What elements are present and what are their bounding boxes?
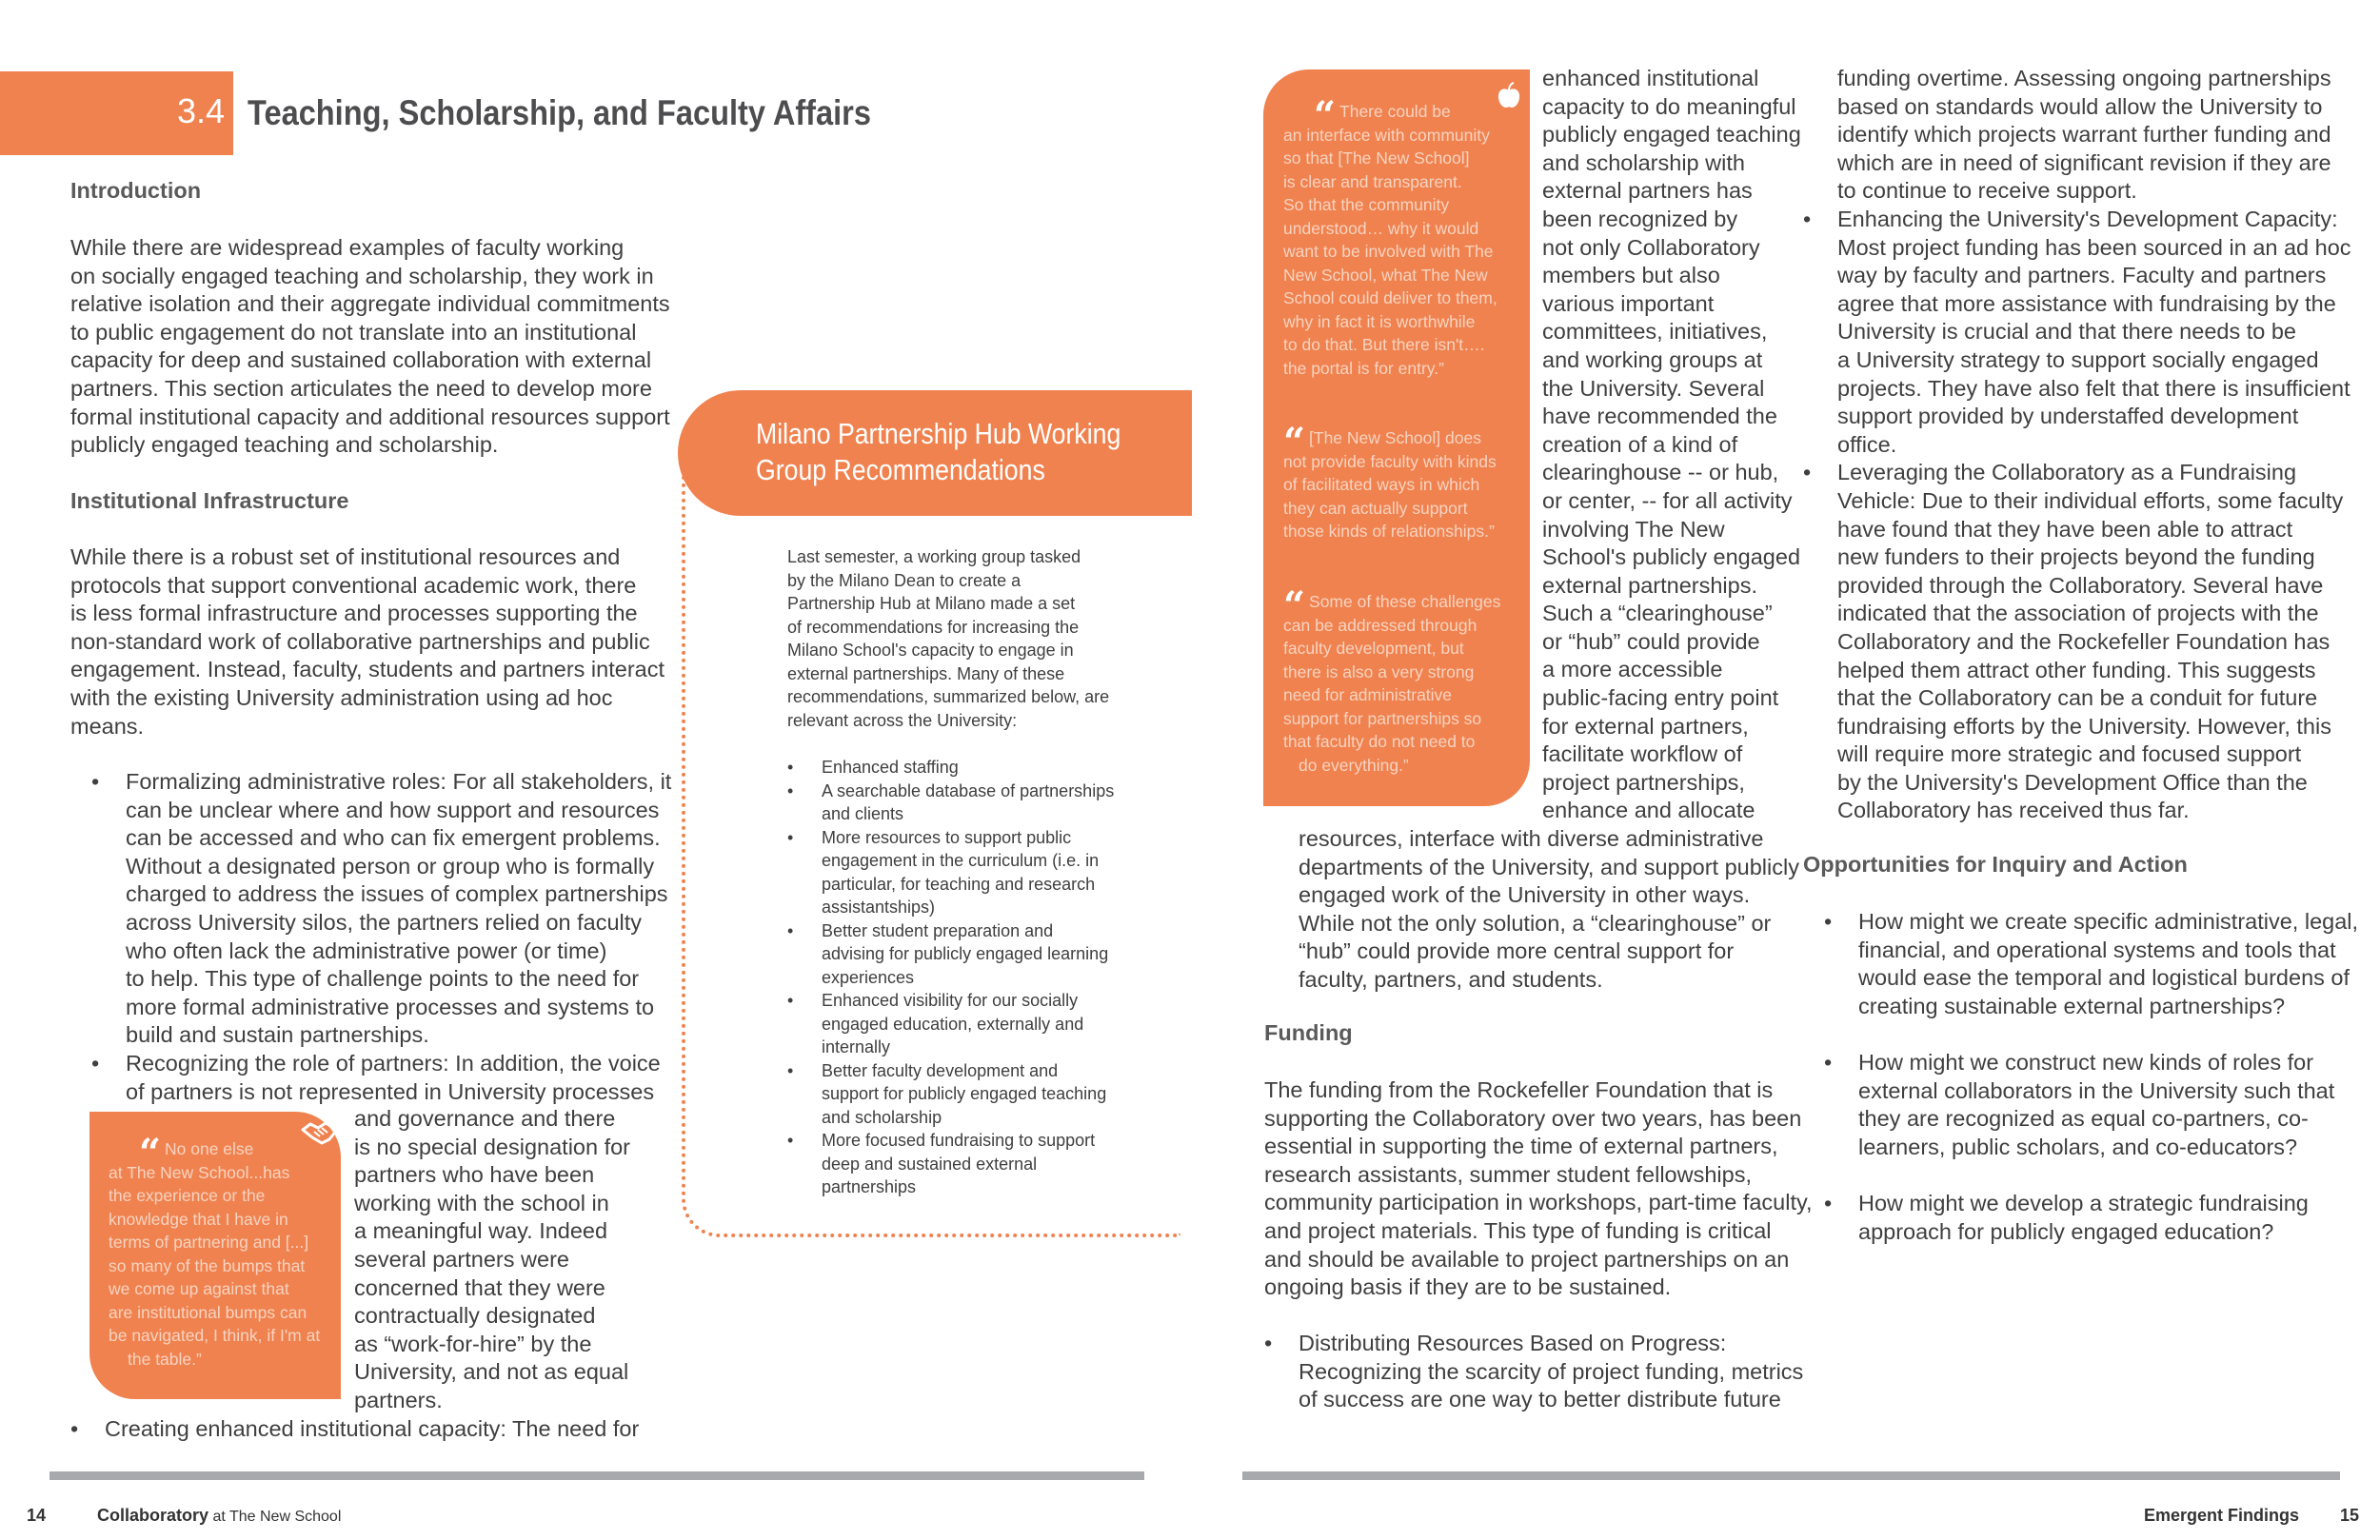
bullet-recognizing-partners xyxy=(126,1050,659,1106)
bullet-line: and governance and there xyxy=(354,1106,616,1131)
funding-line: research assistants, summer student fellowships, xyxy=(1264,1161,1752,1187)
bullet-line: Without a designated person or group who is formally xyxy=(126,853,655,879)
intro-line: While there are widespread examples of faculty working xyxy=(70,235,625,260)
bullet-line: office. xyxy=(1837,431,1897,457)
bullet-line: will require more strategic and focused support xyxy=(1837,741,2302,767)
milano-intro-line: recommendations, summarized below, are xyxy=(787,687,1110,706)
quote-line: the portal is for entry.” xyxy=(1283,358,1444,378)
milano-recommendation-line: Enhanced staffing xyxy=(822,758,959,777)
milano-recommendation: • Better student preparation and advising for publicly engaged learning experiences xyxy=(822,919,1183,990)
bullet-line: more formal administrative processes and systems to xyxy=(126,994,655,1019)
bullet-line: indicated that the association of projects with the xyxy=(1837,601,2319,626)
milano-recommendation: • Enhanced staffing xyxy=(822,756,1183,780)
intro-line: capacity for deep and sustained collaboration with external xyxy=(70,347,652,373)
clearinghouse-line: “hub” could provide more central support for xyxy=(1299,938,1735,964)
bullet-line: of partners is not represented in University processes xyxy=(126,1078,655,1104)
left-footer-brand xyxy=(97,1506,341,1526)
funding-bullet-list xyxy=(1299,1330,1804,1414)
intro-heading: Introduction xyxy=(70,178,202,203)
bullet-line: support provided by understaffed development xyxy=(1837,404,2299,429)
clearinghouse-line: capacity to do meaningful xyxy=(1542,93,1796,119)
infra-line: protocols that support conventional academic work, there xyxy=(70,572,637,598)
funding-line: community participation in workshops, part-time faculty, xyxy=(1264,1190,1813,1215)
clearinghouse-line: enhanced institutional xyxy=(1542,66,1759,90)
quote-mark-icon: “ xyxy=(1283,420,1306,464)
quote-line: support for partnerships so xyxy=(1283,708,1482,728)
quote-line: “ Some of these challenges xyxy=(1283,583,1501,628)
infra-line: non-standard work of collaborative partnerships and public xyxy=(70,628,650,654)
quote-line: School could deliver to them, xyxy=(1283,288,1497,307)
quote-line: to do that. But there isn't…. xyxy=(1283,335,1485,354)
opportunity-line: they are recognized as equal co-partners, co- xyxy=(1858,1106,2309,1132)
quote-administrative-support xyxy=(1283,583,1521,777)
right-footer-section: Emergent Findings xyxy=(2144,1506,2300,1525)
bullet-line: • Recognizing the role of partners: In addition, the voice xyxy=(126,1050,661,1076)
clearinghouse-line: and working groups at xyxy=(1542,346,1763,372)
milano-recommendation: • A searchable database of partnerships and clients xyxy=(822,780,1183,826)
milano-recommendation-line: and clients xyxy=(822,804,904,823)
intro-line: partners. This section articulates the need to develop more xyxy=(70,375,652,401)
quote-line: so many of the bumps that xyxy=(109,1255,306,1275)
quote-line: New School, what The New xyxy=(1283,265,1488,285)
bullet-line: fundraising efforts by the University. However, this xyxy=(1837,713,2331,739)
clearinghouse-line: engaged work of the University in other ways. xyxy=(1299,882,1751,908)
clearinghouse-line: or “hub” could provide xyxy=(1542,628,1760,654)
opportunities-heading: Opportunities for Inquiry and Action xyxy=(1803,852,2188,877)
milano-recommendation-line: Better student preparation and xyxy=(822,920,1054,940)
bullet-line: several partners were xyxy=(354,1246,569,1272)
clearinghouse-line: external partnerships. xyxy=(1542,572,1757,598)
quote-line: can be addressed through xyxy=(1283,615,1478,635)
bullet-formalizing-roles xyxy=(126,768,672,1050)
col2-line: to continue to receive support. xyxy=(1837,178,2137,204)
milano-recommendation: • More focused fundraising to support deep and sustained external partnerships xyxy=(822,1129,1183,1199)
intro-line: to public engagement do not translate into an institutional xyxy=(70,319,637,345)
section-title: Teaching, Scholarship, and Faculty Affairs xyxy=(248,93,871,132)
intro-line: on socially engaged teaching and scholarship, they work in xyxy=(70,263,654,288)
bullet-line: as “work-for-hire” by the xyxy=(354,1331,592,1356)
quote-line: terms of partnering and [...] xyxy=(109,1233,309,1252)
milano-title-line1: Milano Partnership Hub Working xyxy=(756,417,1121,450)
bullet-line: Collaboratory and the Rockefeller Foundation has xyxy=(1837,628,2330,654)
quote-line: are institutional bumps can xyxy=(109,1302,307,1322)
quote-line: so that [The New School] xyxy=(1283,148,1470,168)
infra-heading: Institutional Infrastructure xyxy=(70,488,349,513)
clearinghouse-line: or center, -- for all activity xyxy=(1542,487,1793,513)
bullet-line: way by faculty and partners. Faculty and partners xyxy=(1837,263,2327,288)
bullet-line: that the Collaboratory can be a conduit for future xyxy=(1837,685,2318,711)
quote-mark-icon: “ xyxy=(1283,583,1306,628)
bullet-line: new funders to their projects beyond the funding xyxy=(1837,544,2315,570)
milano-intro xyxy=(787,545,1168,732)
quote-line: they can actually support xyxy=(1283,498,1468,518)
bullet-line: can be unclear where and how support and resources xyxy=(126,797,660,822)
clearinghouse-line: external partners has xyxy=(1542,178,1753,204)
col2-bullet-list xyxy=(1837,206,2370,825)
left-bullet-list xyxy=(126,768,672,1106)
partner-quote xyxy=(109,1131,341,1371)
milano-recommendation-line: Better faculty development and xyxy=(822,1060,1059,1080)
quote-line: that faculty do not need to xyxy=(1283,732,1476,751)
left-page-number: 14 xyxy=(27,1506,47,1525)
quote-line: at The New School...has xyxy=(109,1162,290,1182)
quote-line: knowledge that I have in xyxy=(109,1209,288,1229)
bullet-development-capacity xyxy=(1837,206,2370,459)
bullet-line: Vehicle: Due to their individual efforts, some faculty xyxy=(1837,487,2344,513)
quote-line: faculty development, but xyxy=(1283,639,1464,658)
bullet-line: agree that more assistance with fundraising by the xyxy=(1837,290,2336,316)
bullet-line: provided through the Collaboratory. Several have xyxy=(1837,572,2324,598)
intro-line: formal institutional capacity and additional resources support xyxy=(70,404,670,429)
quote-line: “ There could be xyxy=(1314,93,1451,138)
right-footer-rule xyxy=(1242,1471,2340,1480)
clearinghouse-line: a more accessible xyxy=(1542,657,1723,682)
opportunity-line: creating sustainable external partnerships? xyxy=(1858,993,2286,1018)
opportunity-line: • How might we construct new kinds of roles for xyxy=(1858,1049,2314,1075)
opportunities-list xyxy=(1858,908,2372,1246)
bullet-line: Most project funding has been sourced in an ad hoc xyxy=(1837,234,2351,260)
quote-line: not provide faculty with kinds xyxy=(1283,451,1497,471)
bullet-line: working with the school in xyxy=(354,1190,609,1215)
milano-intro-line: of recommendations for increasing the xyxy=(787,617,1080,637)
funding-line: supporting the Collaboratory over two years, has been xyxy=(1264,1105,1802,1131)
clearinghouse-narrow xyxy=(1542,65,1801,825)
bullet-line: concerned that they were xyxy=(354,1274,605,1300)
bullet-recognizing-partners-cont xyxy=(354,1105,668,1415)
quote-line: “ No one else xyxy=(139,1131,254,1175)
opportunity-line: financial, and operational systems and tools that xyxy=(1858,937,2336,962)
milano-recommendation-line: engaged education, externally and xyxy=(822,1014,1084,1034)
milano-recommendation-line: More focused fundraising to support xyxy=(822,1131,1096,1150)
quote-line: is clear and transparent. xyxy=(1283,171,1462,191)
quote-line: an interface with community xyxy=(1283,125,1490,145)
col2-line: which are in need of significant revision if they are xyxy=(1837,149,2331,175)
milano-recommendation-line: A searchable database of partnerships xyxy=(822,780,1115,800)
clearinghouse-line: committees, initiatives, xyxy=(1542,319,1768,345)
milano-recommendation-line: advising for publicly engaged learning xyxy=(822,944,1109,963)
clearinghouse-line: members but also xyxy=(1542,263,1720,288)
clearinghouse-line: resources, interface with diverse administrative xyxy=(1299,826,1764,851)
clearinghouse-line: creation of a kind of xyxy=(1542,431,1738,457)
bullet-line: of success are one way to better distribute future xyxy=(1299,1387,1781,1412)
funding-line: and should be available to project partnerships on an xyxy=(1264,1246,1790,1272)
brand-name: Collaboratory xyxy=(97,1506,209,1525)
bullet-line: • Leveraging the Collaboratory as a Fundraising xyxy=(1837,460,2297,485)
brand-suffix: at The New School xyxy=(208,1509,342,1525)
infra-paragraph xyxy=(70,543,665,740)
quote-mark-icon: “ xyxy=(139,1131,162,1175)
quote-community-interface xyxy=(1283,93,1521,380)
bullet-line: a meaningful way. Indeed xyxy=(354,1218,608,1244)
bullet-line: University, and not as equal xyxy=(354,1359,629,1385)
milano-recommendation-line: experiences xyxy=(822,967,915,987)
quote-line: be navigated, I think, if I'm at xyxy=(109,1326,321,1345)
bullet-line: by the University's Development Office than the xyxy=(1837,769,2308,795)
bullet-line: who often lack the administrative power (or time) xyxy=(126,938,607,963)
quote-line: need for administrative xyxy=(1283,685,1453,704)
infra-line: means. xyxy=(70,713,145,739)
bullet-line: charged to address the issues of complex partnerships xyxy=(126,881,668,907)
milano-intro-line: Last semester, a working group tasked xyxy=(787,547,1081,566)
bullet-leveraging-collaboratory xyxy=(1837,459,2370,825)
clearinghouse-line: publicly engaged teaching xyxy=(1542,122,1801,148)
opportunity-line: approach for publicly engaged education? xyxy=(1858,1218,2274,1244)
funding-line: and project materials. This type of funding is critical xyxy=(1264,1217,1772,1243)
funding-line: ongoing basis if they are to be sustained. xyxy=(1264,1274,1672,1300)
clearinghouse-line: clearinghouse -- or hub, xyxy=(1542,460,1779,485)
milano-recommendation: • Enhanced visibility for our socially engaged education, externally and internally xyxy=(822,989,1183,1059)
bullet-line: partners. xyxy=(354,1387,443,1412)
quote-line: there is also a very strong xyxy=(1283,661,1475,681)
col2-line: funding overtime. Assessing ongoing partnerships xyxy=(1837,66,2331,90)
intro-paragraph xyxy=(70,234,670,460)
funding-line: essential in supporting the time of external partners, xyxy=(1264,1134,1778,1159)
opportunity-line: • How might we develop a strategic fundraising xyxy=(1858,1190,2309,1215)
bullet-line: helped them attract other funding. This suggests xyxy=(1837,657,2316,682)
quote-line: of facilitated ways in which xyxy=(1283,475,1480,494)
clearinghouse-line: faculty, partners, and students. xyxy=(1299,966,1603,992)
bullet-line: a University strategy to support socially engaged xyxy=(1837,346,2319,372)
milano-list xyxy=(787,756,1183,1199)
milano-intro-line: relevant across the University: xyxy=(787,710,1018,730)
handshake-icon xyxy=(301,1118,339,1147)
infra-line: is less formal infrastructure and processes supporting the xyxy=(70,601,638,626)
clearinghouse-line: project partnerships, xyxy=(1542,769,1745,795)
bullet-line: have found that they have been able to attract xyxy=(1837,516,2293,542)
funding-paragraph xyxy=(1264,1076,1813,1302)
col2-line: based on standards would allow the University to xyxy=(1837,93,2323,119)
quote-mark-icon: “ xyxy=(1314,93,1337,138)
clearinghouse-line: and scholarship with xyxy=(1542,149,1745,175)
clearinghouse-line: various important xyxy=(1542,290,1715,316)
bullet-line: build and sustain partnerships. xyxy=(126,1022,429,1048)
quote-line: understood… why it would xyxy=(1283,218,1479,238)
intro-line: relative isolation and their aggregate individual commitments xyxy=(70,291,670,317)
intro-line: publicly engaged teaching and scholarship. xyxy=(70,432,499,458)
clearinghouse-wide xyxy=(1299,825,1799,995)
milano-intro-line: Milano School's capacity to engage in xyxy=(787,641,1074,660)
clearinghouse-line: not only Collaboratory xyxy=(1542,234,1760,260)
bullet-line: Collaboratory has received thus far. xyxy=(1837,798,2190,823)
milano-recommendation-line: More resources to support public xyxy=(822,827,1072,847)
opportunity-line: would ease the temporal and logistical burdens of xyxy=(1858,965,2350,991)
clearinghouse-line: been recognized by xyxy=(1542,206,1738,231)
milano-intro-line: Partnership Hub at Milano made a set xyxy=(787,594,1076,613)
milano-intro-line: by the Milano Dean to create a xyxy=(787,570,1021,590)
bullet-enhanced-capacity-text: Creating enhanced institutional capacity: The need for xyxy=(105,1416,640,1441)
quote-line: the experience or the xyxy=(109,1186,266,1205)
quote-line: want to be involved with The xyxy=(1283,242,1494,261)
clearinghouse-line: Such a “clearinghouse” xyxy=(1542,601,1773,626)
bullet-line: University is crucial and that there needs to be xyxy=(1837,319,2297,345)
bullet-line: • Distributing Resources Based on Progress: xyxy=(1299,1331,1727,1355)
funding-line: The funding from the Rockefeller Foundation that is xyxy=(1264,1077,1774,1102)
clearinghouse-line: for external partners, xyxy=(1542,713,1749,739)
infra-line: with the existing University administration using ad hoc xyxy=(70,684,613,710)
opportunity-line: external collaborators in the University such that xyxy=(1858,1077,2335,1103)
milano-recommendation-line: particular, for teaching and research xyxy=(822,874,1096,894)
funding-heading: Funding xyxy=(1264,1020,1353,1045)
clearinghouse-line: departments of the University, and support publicly xyxy=(1299,854,1799,879)
milano-intro-line: external partnerships. Many of these xyxy=(787,663,1065,683)
clearinghouse-line: enhance and allocate xyxy=(1542,798,1755,823)
milano-recommendation-line: support for publicly engaged teaching xyxy=(822,1084,1107,1103)
quote-line: So that the community xyxy=(1283,195,1450,214)
quote-line: we come up against that xyxy=(109,1279,289,1298)
bullet-line: contractually designated xyxy=(354,1303,596,1329)
opportunity-line: • How might we create specific administrative, legal, xyxy=(1858,909,2359,934)
bullet-line: can be accessed and who can fix emergent problems. xyxy=(126,825,661,851)
milano-recommendation-line: deep and sustained external xyxy=(822,1154,1038,1174)
quote-line: do everything.” xyxy=(1299,755,1409,775)
bullet-line: projects. They have also felt that there is insufficient xyxy=(1837,375,2350,401)
clearinghouse-line: public-facing entry point xyxy=(1542,685,1779,711)
clearinghouse-line: the University. Several xyxy=(1542,375,1765,401)
milano-recommendation: • Better faculty development and support for publicly engaged teaching and scholarship xyxy=(822,1059,1183,1130)
milano-recommendation-line: Enhanced visibility for our socially xyxy=(822,991,1079,1010)
milano-recommendation-line: internally xyxy=(822,1037,891,1056)
milano-recommendation-line: engagement in the curriculum (i.e. in xyxy=(822,851,1100,870)
milano-title-line2: Group Recommendations xyxy=(756,453,1045,486)
milano-recommendation-line: and scholarship xyxy=(822,1107,942,1127)
right-page-number: 15 xyxy=(2340,1506,2360,1525)
infra-line: engagement. Instead, faculty, students and partners interact xyxy=(70,657,665,682)
milano-recommendation-line: partnerships xyxy=(822,1177,917,1196)
bullet-distributing-resources xyxy=(1299,1330,1804,1414)
milano-recommendation: • More resources to support public engagement in the curriculum (i.e. in particular, for teaching and research assistantships) xyxy=(822,826,1183,919)
bullet-enhanced-capacity: • Creating enhanced institutional capacity: The need for xyxy=(70,1416,640,1441)
section-number: 3.4 xyxy=(177,91,226,130)
opportunity-item xyxy=(1858,1190,2372,1246)
quote-line: “ [The New School] does xyxy=(1283,420,1481,464)
bullet-line: across University silos, the partners relied on faculty xyxy=(126,909,643,935)
bullet-line: partners who have been xyxy=(354,1162,595,1188)
quote-line: the table.” xyxy=(128,1349,202,1369)
clearinghouse-line: involving The New xyxy=(1542,516,1725,542)
opportunity-line: learners, public scholars, and co-educators? xyxy=(1858,1134,2298,1159)
bullet-line: is no special designation for xyxy=(354,1134,631,1159)
clearinghouse-line: School's publicly engaged xyxy=(1542,544,1801,570)
opportunity-item xyxy=(1858,908,2372,1020)
col2-continuation xyxy=(1837,65,2370,206)
quote-line: those kinds of relationships.” xyxy=(1283,522,1495,541)
quote-faculty-facilitation xyxy=(1283,420,1521,543)
opportunity-item xyxy=(1858,1049,2372,1161)
milano-recommendation-line: assistantships) xyxy=(822,898,936,917)
bullet-line: Recognizing the scarcity of project funding, metrics xyxy=(1299,1358,1804,1384)
infra-line: While there is a robust set of institutional resources and xyxy=(70,544,621,569)
clearinghouse-line: While not the only solution, a “clearinghouse” or xyxy=(1299,910,1772,936)
clearinghouse-line: have recommended the xyxy=(1542,404,1777,429)
quote-line: why in fact it is worthwhile xyxy=(1283,311,1476,331)
left-footer-rule xyxy=(50,1471,1144,1480)
bullet-line: • Enhancing the University's Development Capacity: xyxy=(1837,207,2338,231)
col2-line: identify which projects warrant further funding and xyxy=(1837,122,2331,148)
clearinghouse-line: facilitate workflow of xyxy=(1542,741,1743,767)
bullet-line: • Formalizing administrative roles: For all stakeholders, it xyxy=(126,769,672,794)
bullet-line: to help. This type of challenge points to the need for xyxy=(126,966,640,992)
